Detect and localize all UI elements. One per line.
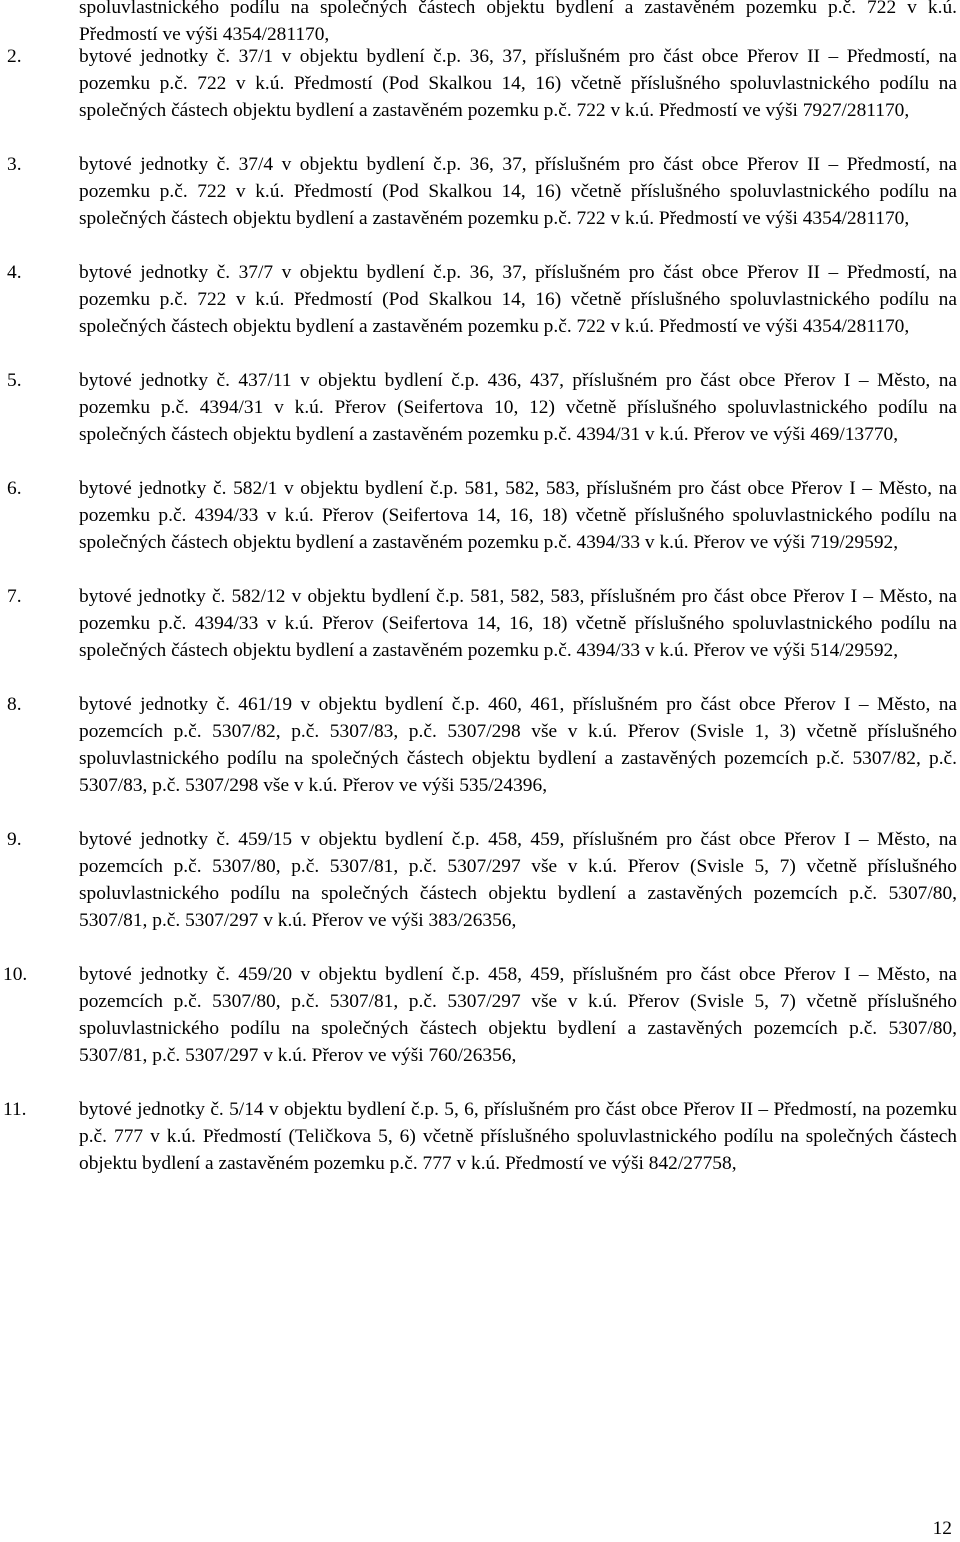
list-item (0, 151, 960, 232)
list-item (0, 826, 960, 934)
item-text: bytové jednotky č. 582/12 v objektu bydlení č.p. 581, 582, 583, příslušném pro část obce Přerov I – Město, na pozemku p.č. 4394/33 v k.ú. Přerov (Seifertova 14, 16, 18) včetně příslušného spoluvlastnického podílu na společných částech objektu bydlení a zastavěném pozemku p.č. 4394/33 v k.ú. Přerov ve výši 514/29592, (79, 586, 957, 661)
item-text: bytové jednotky č. 459/15 v objektu bydlení č.p. 458, 459, příslušném pro část obce Přerov I – Město, na pozemcích p.č. 5307/80, p.č. 5307/81, p.č. 5307/297 vše v k.ú. Přerov (Svisle 5, 7) včetně příslušného spoluvlastnického podílu na společných částech objektu bydlení a zastavěných pozemcích p.č. 5307/80, 5307/81, p.č. 5307/297 v k.ú. Přerov ve výši 383/26356, (79, 829, 957, 931)
item-text: bytové jednotky č. 461/19 v objektu bydlení č.p. 460, 461, příslušném pro část obce Přerov I – Město, na pozemcích p.č. 5307/82, p.č. 5307/83, p.č. 5307/298 vše v k.ú. Přerov (Svisle 1, 3) včetně příslušného spoluvlastnického podílu na společných částech objektu bydlení a zastavěných pozemcích p.č. 5307/82, p.č. 5307/83, p.č. 5307/298 vše v k.ú. Přerov ve výši 535/24396, (79, 694, 957, 796)
item-number: 4. (7, 262, 22, 283)
page-number: 12 (932, 1518, 952, 1539)
item-text: bytové jednotky č. 37/7 v objektu bydlení č.p. 36, 37, příslušném pro část obce Přerov II – Předmostí, na pozemku p.č. 722 v k.ú. Předmostí (Pod Skalkou 14, 16) včetně příslušného spoluvlastnického podílu na společných částech objektu bydlení a zastavěném pozemku p.č. 722 v k.ú. Předmostí ve výši 4354/281170, (79, 262, 957, 337)
item-number: 6. (7, 478, 22, 499)
item-number: 11. (3, 1099, 27, 1120)
item-number: 3. (7, 154, 22, 175)
list-item (0, 961, 960, 1069)
continuation-paragraph (79, 0, 957, 48)
item-text: bytové jednotky č. 437/11 v objektu bydlení č.p. 436, 437, příslušném pro část obce Přerov I – Město, na pozemku p.č. 4394/31 v k.ú. Přerov (Seifertova 10, 12) včetně příslušného spoluvlastnického podílu na společných částech objektu bydlení a zastavěném pozemku p.č. 4394/31 v k.ú. Přerov ve výši 469/13770, (79, 370, 957, 445)
item-number: 9. (7, 829, 22, 850)
list-item (0, 475, 960, 556)
list-item (0, 1096, 960, 1177)
list-item (0, 367, 960, 448)
list-item (0, 583, 960, 664)
list-item (0, 691, 960, 799)
continuation-text: spoluvlastnického podílu na společných částech objektu bydlení a zastavěném pozemku p.č. 722 v k.ú. Předmostí ve výši 4354/281170, (79, 0, 957, 45)
list-item (0, 259, 960, 340)
list-item (0, 43, 960, 124)
item-number: 7. (7, 586, 22, 607)
item-number: 10. (3, 964, 28, 985)
item-text: bytové jednotky č. 5/14 v objektu bydlení č.p. 5, 6, příslušném pro část obce Přerov II – Předmostí, na pozemku p.č. 777 v k.ú. Předmostí (Teličkova 5, 6) včetně příslušného spoluvlastnického podílu na společných částech objektu bydlení a zastavěném pozemku p.č. 777 v k.ú. Předmostí ve výši 842/27758, (79, 1099, 957, 1174)
item-text: bytové jednotky č. 37/1 v objektu bydlení č.p. 36, 37, příslušném pro část obce Přerov II – Předmostí, na pozemku p.č. 722 v k.ú. Předmostí (Pod Skalkou 14, 16) včetně příslušného spoluvlastnického podílu na společných částech objektu bydlení a zastavěném pozemku p.č. 722 v k.ú. Předmostí ve výši 7927/281170, (79, 46, 957, 121)
item-number: 8. (7, 694, 22, 715)
item-number: 5. (7, 370, 22, 391)
item-text: bytové jednotky č. 459/20 v objektu bydlení č.p. 458, 459, příslušném pro část obce Přerov I – Město, na pozemcích p.č. 5307/80, p.č. 5307/81, p.č. 5307/297 vše v k.ú. Přerov (Svisle 5, 7) včetně příslušného spoluvlastnického podílu na společných částech objektu bydlení a zastavěných pozemcích p.č. 5307/80, 5307/81, p.č. 5307/297 v k.ú. Přerov ve výši 760/26356, (79, 964, 957, 1066)
numbered-list (0, 43, 960, 1204)
item-text: bytové jednotky č. 37/4 v objektu bydlení č.p. 36, 37, příslušném pro část obce Přerov II – Předmostí, na pozemku p.č. 722 v k.ú. Předmostí (Pod Skalkou 14, 16) včetně příslušného spoluvlastnického podílu na společných částech objektu bydlení a zastavěném pozemku p.č. 722 v k.ú. Předmostí ve výši 4354/281170, (79, 154, 957, 229)
item-text: bytové jednotky č. 582/1 v objektu bydlení č.p. 581, 582, 583, příslušném pro část obce Přerov I – Město, na pozemku p.č. 4394/33 v k.ú. Přerov (Seifertova 14, 16, 18) včetně příslušného spoluvlastnického podílu na společných částech objektu bydlení a zastavěném pozemku p.č. 4394/33 v k.ú. Přerov ve výši 719/29592, (79, 478, 957, 553)
item-number: 2. (7, 46, 22, 67)
